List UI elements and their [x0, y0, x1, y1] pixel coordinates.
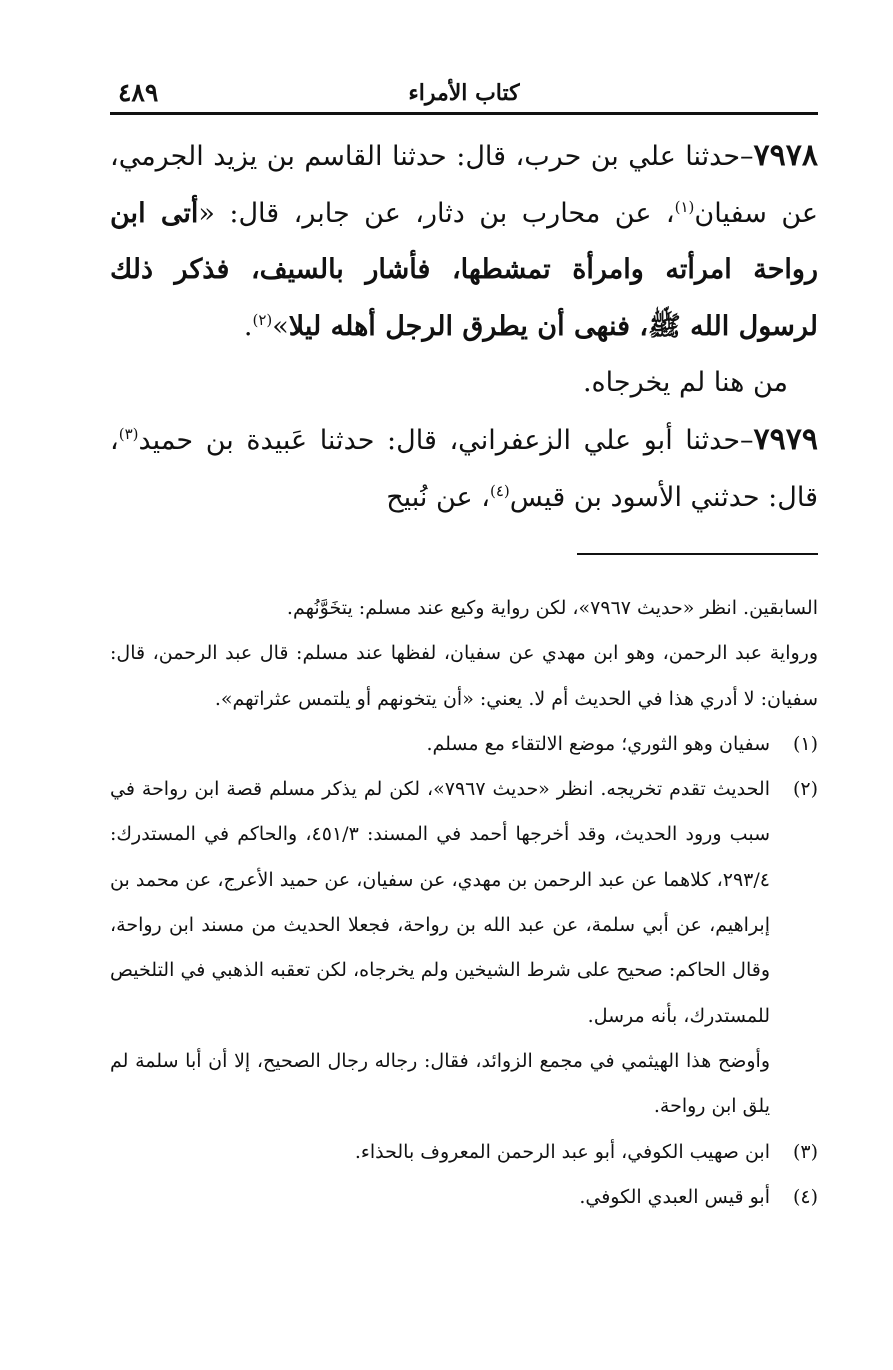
main-text	[110, 128, 818, 526]
footnote-text: الحديث تقدم تخريجه. انظر «حديث ٧٩٦٧»، لكن لم يذكر مسلم قصة ابن رواحة في سبب ورود الحديث، وقد أخرجها أحمد في المسند: ٤٥١/٣، والحاكم في المستدرك: ٢٩٣/٤، كلاهما عن عبد الرحمن بن مهدي، عن سفيان، عن حميد الأعرج، عن محمد بن إبراهيم، عن أبي سلمة، عن عبد الله بن رواحة، فجعلا الحديث من مسند ابن رواحة، وقال الحاكم: صحيح على شرط الشيخين ولم يخرجاه، لكن تعقبه الذهبي في التلخيص للمستدرك، بأنه مرسل.	[110, 778, 770, 1027]
hadith-text: »	[272, 310, 289, 342]
footnote-1	[110, 722, 818, 767]
footnote-separator	[577, 553, 818, 555]
footnote-marker: (١)	[792, 732, 818, 755]
hadith-7978	[110, 128, 818, 355]
footnote-3	[110, 1130, 818, 1175]
footnotes	[110, 586, 818, 1220]
page-number: ٤٨٩	[118, 78, 159, 107]
hadith-text: ، قال: حدثني الأسود بن قيس	[110, 424, 818, 513]
hadith-matn: أتى ابن رواحة امرأته وامرأة تمشطها، فأشار بالسيف، فذكر ذلك لرسول الله ﷺ، فنهى أن يطرق الرجل أهله ليلا	[110, 197, 818, 342]
hadith-text: .	[243, 310, 253, 342]
footnote-text: سفيان وهو الثوري؛ موضع الالتقاء مع مسلم.	[426, 732, 770, 755]
footnote-marker: (٣)	[792, 1140, 818, 1163]
footnote-text: ابن صهيب الكوفي، أبو عبد الرحمن المعروف بالحذاء.	[354, 1140, 770, 1163]
footnote-text: أبو قيس العبدي الكوفي.	[579, 1185, 770, 1208]
hadith-text: ، عن نُبيح	[386, 481, 490, 513]
footnote-marker: (٤)	[792, 1185, 818, 1208]
hadith-text: –حدثنا أبو علي الزعفراني، قال: حدثنا عَبيدة بن حميد	[138, 424, 754, 456]
footnote-marker: (٢)	[792, 778, 818, 801]
footnote-ref-3[interactable]: (٣)	[118, 424, 139, 443]
footnote-text: وأوضح هذا الهيثمي في مجمع الزوائد، فقال: رجاله رجال الصحيح، إلا أن أبا سلمة لم يلق ابن رواحة.	[110, 1049, 770, 1118]
page-header	[110, 78, 818, 115]
footnote-4	[110, 1175, 818, 1220]
footnote-ref-2[interactable]: (٢)	[252, 310, 273, 329]
hadith-7979	[110, 412, 818, 526]
hadith-text: ، عن محارب بن دثار، عن جابر، قال: «	[198, 197, 675, 229]
footnote-ref-4[interactable]: (٤)	[489, 481, 510, 500]
footnote-ref-1[interactable]: (١)	[674, 197, 695, 216]
editor-note: من هنا لم يخرجاه.	[582, 367, 788, 399]
book-title: كتاب الأمراء	[408, 80, 520, 106]
footnote-continuation: ورواية عبد الرحمن، وهو ابن مهدي عن سفيان، لفظها عند مسلم: قال عبد الرحمن، قال: سفيان: لا أدري هذا في الحديث أم لا. يعني: «أن يتخونهم أو يلتمس عثراتهم».	[110, 642, 818, 710]
footnote-2	[110, 767, 818, 1039]
hadith-text: –حدثنا علي بن حرب، قال: حدثنا القاسم بن يزيد الجرمي، عن سفيان	[110, 141, 818, 229]
footnote-continuation: السابقين. انظر «حديث ٧٩٦٧»، لكن رواية وكيع عند مسلم: يتخَوَّنُهم.	[286, 597, 818, 619]
hadith-number: ٧٩٧٨	[753, 138, 818, 173]
hadith-number: ٧٩٧٩	[753, 421, 818, 457]
